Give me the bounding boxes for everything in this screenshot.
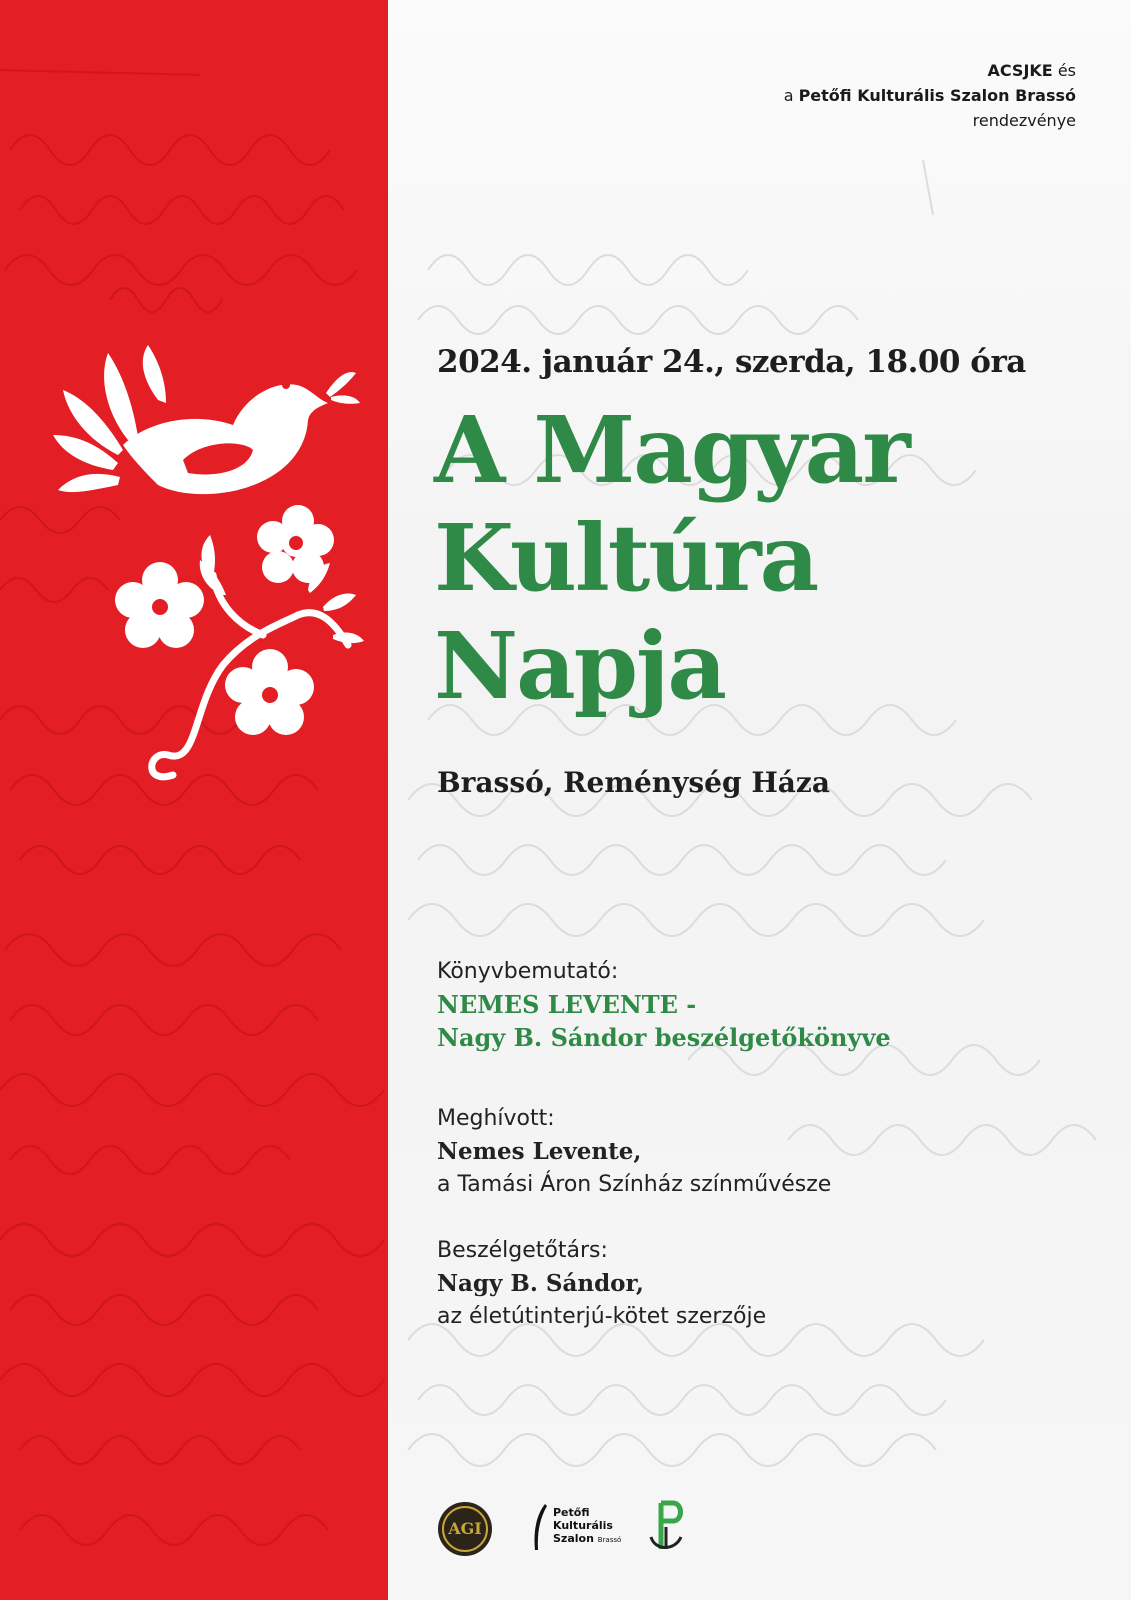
partner-name: Nagy B. Sándor, xyxy=(437,1270,644,1297)
event-venue: Brassó, Reménység Háza xyxy=(437,766,830,799)
p-anchor-logo xyxy=(645,1497,691,1557)
organizer-petofi: Petőfi Kulturális Szalon Brassó xyxy=(798,86,1076,105)
book-title-line2: Nagy B. Sándor beszélgetőkönyve xyxy=(437,1023,891,1052)
manuscript-background xyxy=(388,0,1131,1600)
bird-flower-ornament xyxy=(48,345,368,805)
organizer-acsjke: ACSJKE xyxy=(987,61,1053,80)
content-panel xyxy=(388,0,1131,1600)
guest-name: Nemes Levente, xyxy=(437,1138,642,1165)
guest-info xyxy=(437,1102,831,1201)
title-line: A Magyar xyxy=(434,396,909,504)
event-title xyxy=(434,396,1074,720)
book-label: Könyvbemutató: xyxy=(437,959,619,984)
book-presentation xyxy=(437,955,891,1054)
red-panel xyxy=(0,0,388,1600)
title-line: Napja xyxy=(434,612,725,720)
book-title-line1: NEMES LEVENTE - xyxy=(437,990,697,1019)
sponsor-logos xyxy=(437,1497,737,1553)
partner-label: Beszélgetőtárs: xyxy=(437,1238,608,1263)
petofi-szalon-logo: Petőfi Kulturális Szalon Brassó xyxy=(529,1500,629,1556)
title-line: Kultúra xyxy=(434,504,818,612)
organizers-credit: ACSJKE és a Petőfi Kulturális Szalon Brassó rendezvénye xyxy=(783,61,1076,130)
partner-role: az életútinterjú-kötet szerzője xyxy=(437,1304,767,1329)
partner-info xyxy=(437,1234,766,1333)
agi-logo: AGI xyxy=(437,1501,493,1557)
guest-role: a Tamási Áron Színház színművésze xyxy=(437,1172,832,1197)
event-date: 2024. január 24., szerda, 18.00 óra xyxy=(437,344,1026,380)
guest-label: Meghívott: xyxy=(437,1106,555,1131)
